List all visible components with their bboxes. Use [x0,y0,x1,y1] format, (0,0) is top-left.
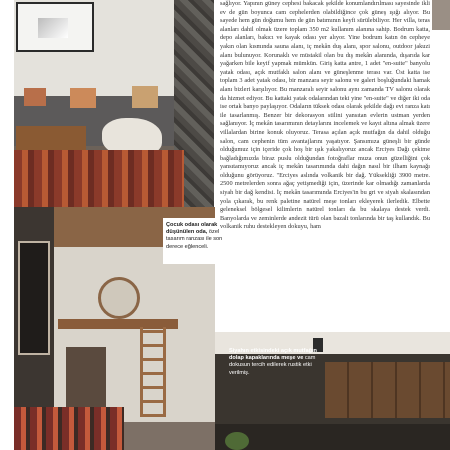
oak-cabinets [325,362,450,418]
round-window [98,277,140,319]
plant [225,432,249,450]
living-room-photo [14,0,214,207]
edge-photo-strip [432,0,450,30]
article-paragraph: sağlıyor. Yapının güney cephesi bakacak şekilde konumlandırılması sayesinde ikli ev de gün boyunca cam cephelerden olabildiğince çok güneş ışığı alıyor. Bu sayede hem gün doğumu hem de gün batımının keyfi sürülebiliyor. Her villa, teras alanları dahil olmak üzere toplam 350 m2 kullanım alanına sahip. Bodrum katta, depo alanları, bakıcı ve kayak odası yer alıyor. Yine bodrum katın ön cepheye yakın olan kısmında sauna alanı, iç mekân duş alanı, spor salonu, outdoor jakuzi alanı bulunuyor. Korunaklı ve müstakil olan bu dış mekân alanında, dışarıda kar yağarken bile keyif yapmak mümkün. Giriş katta antre, 1 adet "en-suite" banyolu yatak odası, açık mutfaklı salon alanı ve güneşlenme terası var. Üst katta ise toplam 3 adet yatak odası, bir manzara seyir salonu ve galeri boşluğundaki hamak alanı bizleri karşılıyor. Bu manzaralı seyir salonu aynı zamanda TV salonu olarak da hizmet ediyor. Bu kattaki yatak odalarından teki yine "en-suite" ve diğer iki oda ise ortak banyo paylaşıyor. Odaların tüksek odası olarak şekilde dağı evi ranza katı ile tasarlanmış. Benzer bir dekorasyon stilini yansıtan evlerin ustman yerden sağlanıyor. İç mekân tasarımının detaylarını incelemek ve kayıt altına almak üzere villalardan birine konuk oluyoruz. Terasa açılan açık mutfağın da dahil olduğu salon, cam cephenin tüm avantajlarını yaşatıyor. Şansımıza güneşli bir günde olduğumuz için içeride çok hoş bir ışık yakalıyoruz ancak Erciyes Dağı çekime bağladığımızda biraz puslu olduğundan fotoğraflar muza onun güzelliğini çok yansıtamıyoruz ancak iç mekân tasarımında dahi dağın nasıl bir ilham kaynağı olduğunu görüyoruz. "Erciyes aslında volkanik bir dağ. Yüksekliği 3900 metre. 2500 metrelerden sonra ağaç yetişmediği için, üzerinde kar olmadığı zamanlarda siyah bir dağ kendisi. İç mekân tasarımında Erciyes'in bu gri ve siyah skalasından yola çıkarak, bu renk paletine natürel meşe tonları ekleyerek ilerledik. Elbette geleneksel bölgesel kilimlerin natürel tonları da bu skalaya destek verdi. Banyolarda ve zeminlerde andezit türü olan bazalt tonlarında bir taş kullandık. Bu volkanik ruhu destekleyen dokuyu, ham [220,0,430,231]
wall-art [18,241,50,355]
bunk-ladder [140,327,166,417]
article-body [220,0,430,330]
kilim-bedding [14,407,124,450]
kilim-rug [14,150,184,207]
kids-room-caption [166,222,224,251]
wall-art-ski-photo [16,2,94,52]
kitchen-caption [229,348,329,377]
caption-rest: cam dokusun tercih edilerek rustik etki verilmiş. [229,355,316,376]
caption-rest: özel tasarım ranzası ile son derece eğlenceli. [166,229,223,250]
caption-bold: Çocuk odası olarak düşünülen oda, [166,222,218,236]
kitchen-counter [215,424,450,450]
caption-bold: Siyahın etkisindeki açık mutfağın dolap kapaklarında meşe ve [229,348,317,362]
